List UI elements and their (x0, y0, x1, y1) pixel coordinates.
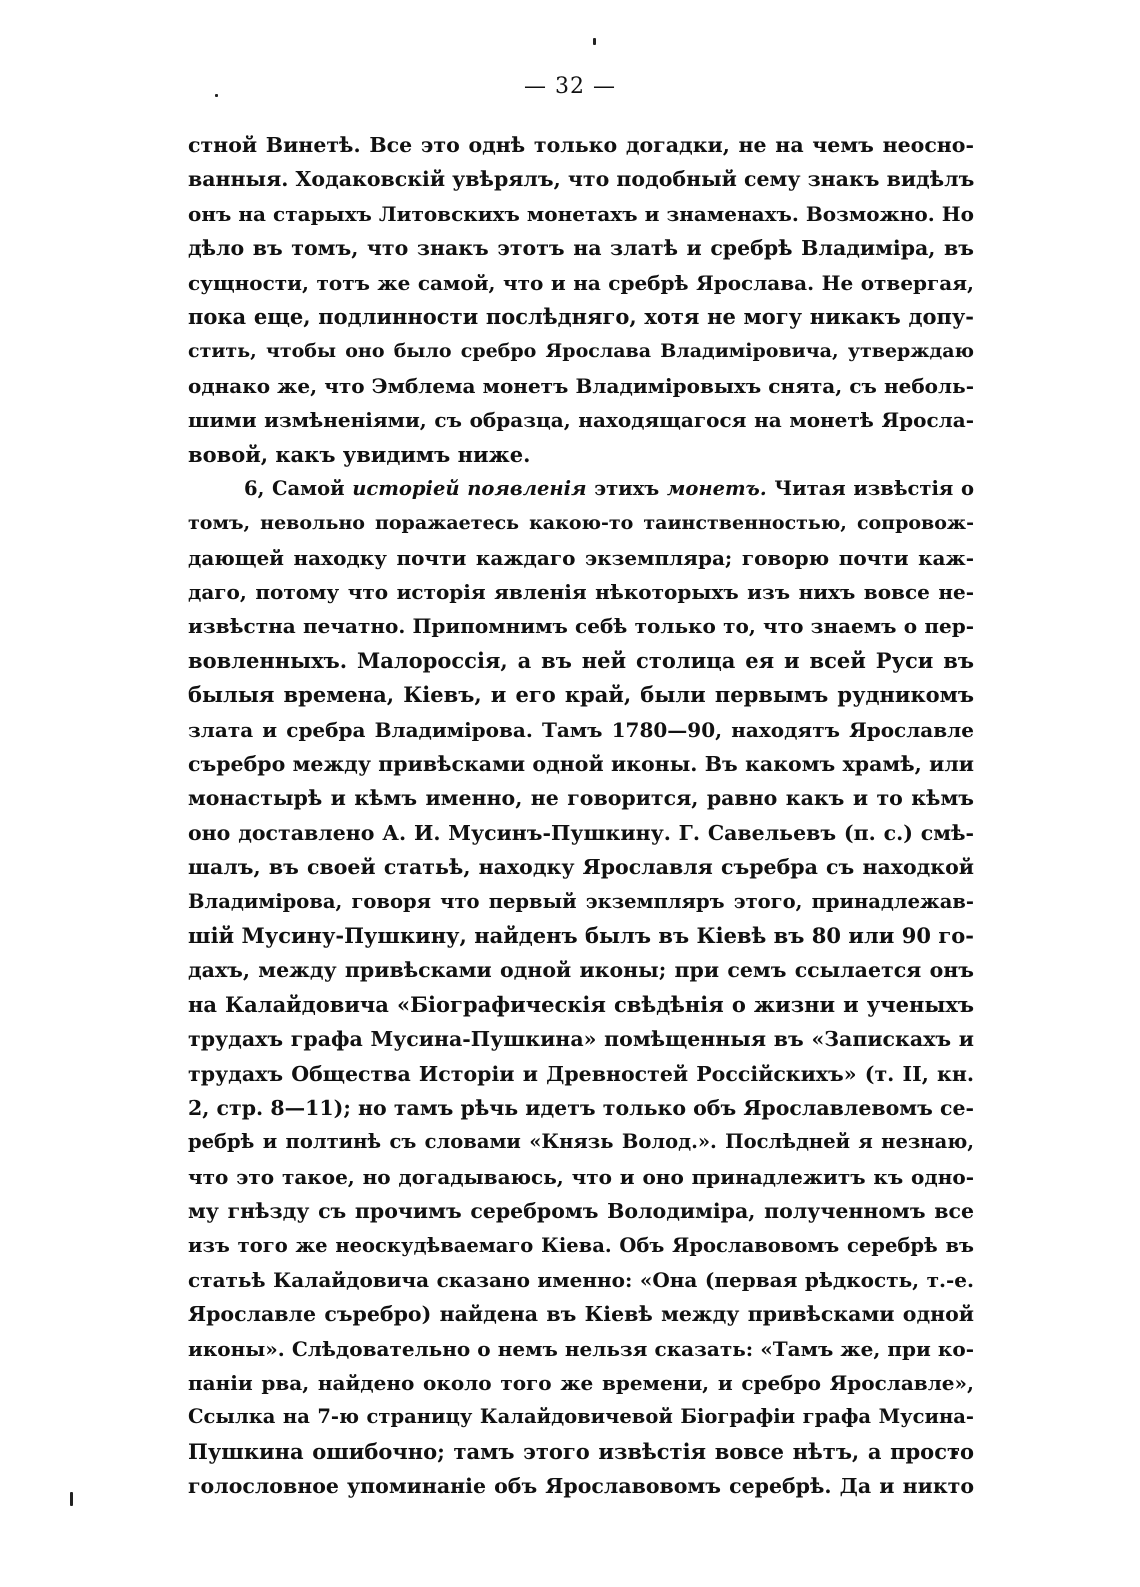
body-text (188, 128, 974, 1504)
text-line: трудахъ Общества Исторіи и Древностей Россійскихъ» (т. II, кн. (188, 1061, 974, 1086)
text-line: былыя времена, Кіевъ, и его край, были первымъ рудникомъ (188, 682, 974, 708)
text-line: вовой, какъ увидимъ ниже. (188, 441, 531, 467)
paragraph-first-line (188, 472, 974, 506)
text-line: статьѣ Калайдовича сказано именно: «Она (первая рѣдкость, т.-е. (188, 1267, 974, 1292)
text-line: дахъ, между привѣсками одной иконы; при семъ ссылается онъ (188, 958, 974, 983)
text-line: трудахъ графа Мусина-Пушкина» помѣщенныя въ «Запискахъ и (188, 1027, 974, 1052)
text-line: голословное упоминаніе объ Ярославовомъ серебрѣ. Да и никто (188, 1474, 974, 1499)
print-speck (70, 1492, 73, 1506)
text-line: стить, чтобы оно было сребро Ярослава Владиміровича, утверждаю (188, 340, 974, 363)
text-line: сущности, тотъ же самой, что и на сребрѣ Ярослава. Не отвергая, (188, 270, 974, 295)
text-line: шалъ, въ своей статьѣ, находку Ярославля сърeбра съ находкой (188, 855, 974, 880)
text-line: вовленныхъ. Малороссія, а въ ней столица ея и всей Руси въ (188, 647, 974, 673)
text-line: Владимірова, говоря что первый экземпляръ этого, принадлежав- (188, 889, 974, 913)
text-line: паніи рва, найдено около того же времени, и сребро Ярославле», (188, 1371, 974, 1396)
text-line: томъ, невольно поражаетесь какою-то таинственностью, сопровож- (188, 512, 974, 535)
text-line: дающей находку почти каждаго экземпляра; говорю почти каж- (188, 545, 974, 570)
emphasis-text: исторіей появленія (352, 476, 587, 500)
text-line: онъ на старыхъ Литовскихъ монетахъ и знаменахъ. Возможно. Но (188, 201, 974, 226)
text-line: однако же, что Эмблема монетъ Владиміровыхъ снята, съ неболь- (188, 373, 974, 398)
text-line: даго, потому что исторія явленія нѣкоторыхъ изъ нихъ вовсе не- (188, 580, 974, 605)
text-line: шими измѣненіями, съ образца, находящагося на монетѣ Яросла- (188, 408, 974, 433)
text-line: Пушкина ошибочно; тамъ этого извѣстія вовсе нѣтъ, а просто (188, 1438, 974, 1464)
text-line: му гнѣзду съ прочимъ серебромъ Володиміра, полученномъ все (188, 1199, 974, 1224)
text-line: 2, стр. 8—11); но тамъ рѣчь идетъ только объ Ярославлевомъ се- (188, 1095, 975, 1120)
text-line: стной Винетѣ. Все это однѣ только догадки, не на чемъ неосно- (188, 133, 974, 157)
text-segment: Читая извѣстія о (774, 476, 974, 500)
text-line: ванныя. Ходаковскій увѣрялъ, что подобный сему знакъ видѣлъ (188, 167, 975, 192)
text-line: сърeбро между привѣсками одной иконы. Въ какомъ храмѣ, или (188, 752, 974, 777)
emphasis-text: монетъ. (666, 476, 767, 500)
text-line: монастырѣ и кѣмъ именно, не говорится, равно какъ и то кѣмъ (188, 786, 974, 811)
text-segment: этихъ (594, 476, 660, 500)
page-number: — 32 — (524, 74, 616, 99)
print-speck (593, 38, 596, 45)
text-line: Ссылка на 7-ю страницу Калайдовичевой Біографіи графа Мусина- (188, 1405, 974, 1429)
text-line: что это такое, но догадываюсь, что и оно принадлежитъ къ одно- (188, 1164, 974, 1189)
text-line: на Калайдовича «Біографическія свѣдѣнія о жизни и ученыхъ (188, 991, 974, 1017)
text-line: злата и сребра Владимірова. Тамъ 1780—90, находятъ Ярославле (188, 717, 974, 742)
text-line: иконы». Слѣдовательно о немъ нельзя сказать: «Тамъ же, при ко- (188, 1336, 974, 1361)
text-line: оно доставлено А. И. Мусинъ-Пушкину. Г. Савельевъ (п. с.) смѣ- (188, 820, 974, 845)
text-line: пока еще, подлинности послѣдняго, хотя не могу никакъ допу- (188, 303, 974, 329)
section-number: 6, Самой (244, 476, 345, 500)
text-line: дѣло въ томъ, что знакъ этотъ на златѣ и сребрѣ Владиміра, въ (188, 236, 974, 261)
text-line: Ярославле сърeбро) найдена въ Кіевѣ между привѣсками одной (188, 1302, 974, 1327)
text-line: извѣстна печатно. Припомнимъ себѣ только то, что знаемъ о пер- (188, 614, 974, 639)
text-line: изъ того же неоскудѣваемаго Кіева. Объ Ярославовомъ серебрѣ въ (188, 1233, 974, 1257)
text-line: ребрѣ и полтинѣ съ словами «Князь Волод.». Послѣдней я незнаю, (188, 1130, 974, 1154)
text-line: шій Мусину-Пушкину, найденъ былъ въ Кіевѣ въ 80 или 90 го- (188, 922, 974, 948)
